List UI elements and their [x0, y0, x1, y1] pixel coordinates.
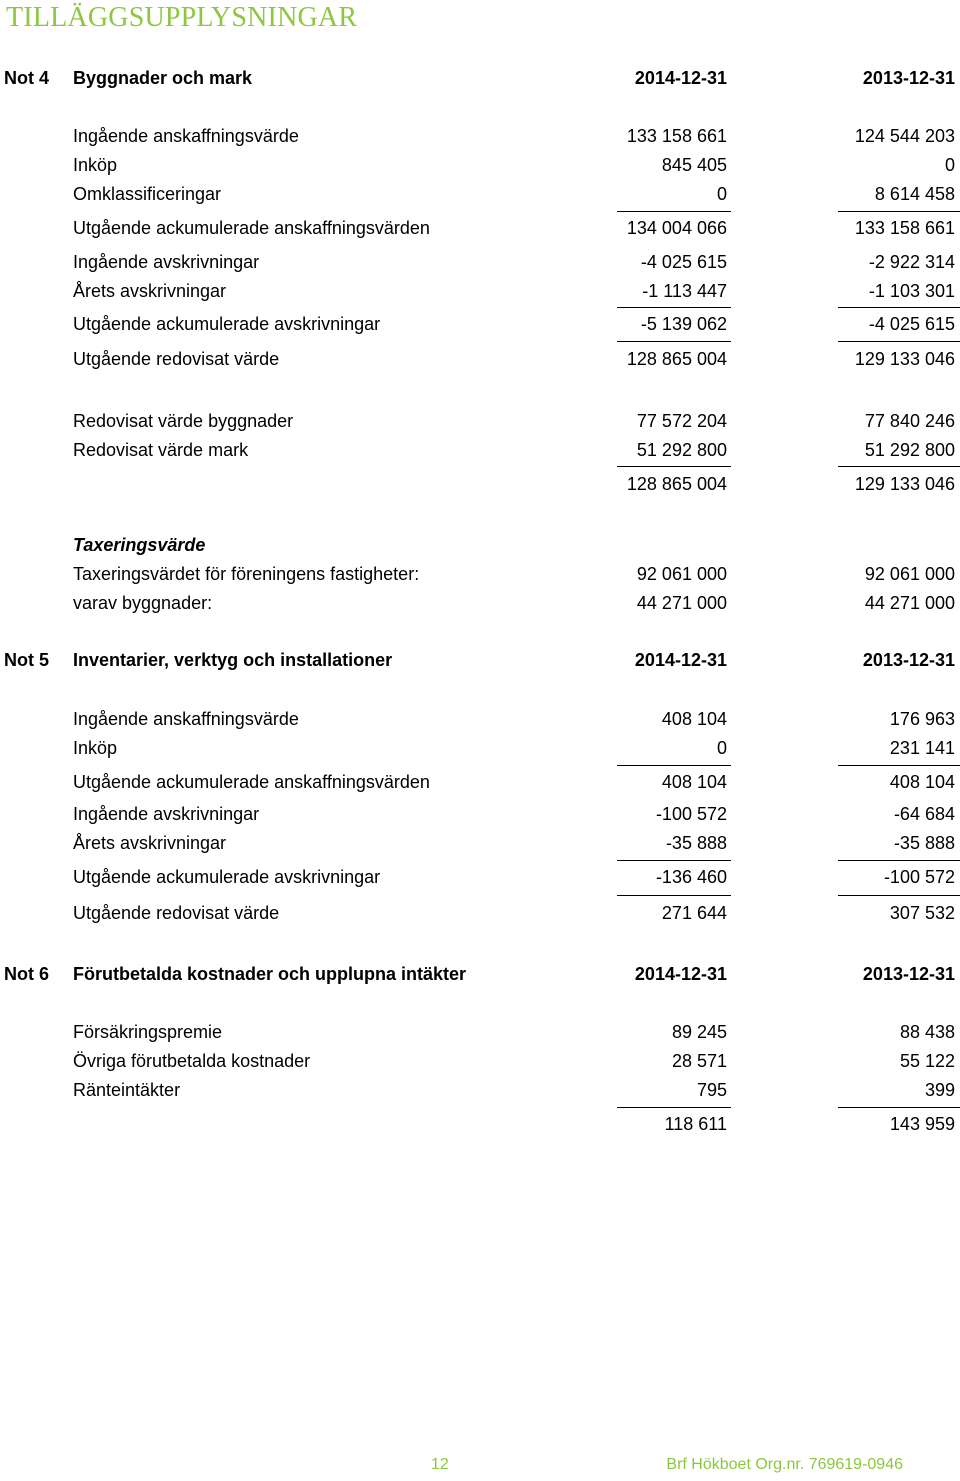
- table-row: [0, 218, 960, 246]
- row-value-2013: -1 103 301: [868, 281, 955, 301]
- row-value-2013: 44 271 000: [864, 593, 955, 613]
- row-value-2013: 51 292 800: [864, 440, 955, 460]
- row-value-2013: 124 544 203: [854, 126, 955, 146]
- divider: [617, 211, 731, 212]
- row-value-2013: 129 133 046: [854, 349, 955, 369]
- note5-heading: Inventarier, verktyg och installationer: [73, 650, 393, 670]
- row-value-2014: 0: [716, 184, 727, 204]
- org-info: Brf Hökboet Org.nr. 769619-0946: [666, 1456, 903, 1473]
- row-label: Ingående avskrivningar: [73, 804, 260, 824]
- table-row: [0, 903, 960, 931]
- row-label: Utgående ackumulerade anskaffningsvärden: [73, 218, 430, 238]
- row-value-2013: -64 684: [893, 804, 955, 824]
- row-value-2014: 77 572 204: [636, 411, 727, 431]
- row-value-2013: 176 963: [889, 709, 955, 729]
- row-value-2014: 271 644: [661, 903, 727, 923]
- page-footer: [0, 1456, 960, 1480]
- row-label: Ingående avskrivningar: [73, 252, 260, 272]
- table-row: [0, 867, 960, 895]
- row-label: Utgående ackumulerade avskrivningar: [73, 314, 381, 334]
- row-label: Inköp: [73, 738, 118, 758]
- row-label: Utgående redovisat värde: [73, 349, 280, 369]
- table-row: [0, 155, 960, 183]
- divider: [838, 307, 960, 308]
- note4-col1: 2014-12-31: [634, 68, 727, 88]
- row-value-2013: 0: [944, 155, 955, 175]
- row-value-2013: 92 061 000: [864, 564, 955, 584]
- row-value-2013: -100 572: [883, 867, 955, 887]
- row-label: Utgående ackumulerade anskaffningsvärden: [73, 772, 430, 792]
- table-row: [0, 1051, 960, 1079]
- row-value-2013: 129 133 046: [854, 474, 955, 494]
- note6-header: [0, 964, 960, 992]
- row-value-2014: 89 245: [671, 1022, 727, 1042]
- table-row: [0, 1022, 960, 1050]
- row-value-2013: 8 614 458: [874, 184, 955, 204]
- row-value-2014: -5 139 062: [640, 314, 727, 334]
- table-row: [0, 184, 960, 212]
- note6-number: Not 6: [4, 964, 49, 984]
- row-value-2013: 399: [924, 1080, 955, 1100]
- divider: [838, 860, 960, 861]
- table-row: [0, 349, 960, 377]
- row-value-2013: -2 922 314: [868, 252, 955, 272]
- note4-header: [0, 68, 960, 96]
- tax-heading: Taxeringsvärde: [73, 535, 206, 555]
- row-value-2013: 55 122: [899, 1051, 955, 1071]
- table-row: [0, 126, 960, 154]
- row-label: Ingående anskaffningsvärde: [73, 126, 299, 146]
- row-value-2013: 133 158 661: [854, 218, 955, 238]
- page-number: 12: [431, 1456, 449, 1473]
- table-row: [0, 1080, 960, 1108]
- row-label: Ingående anskaffningsvärde: [73, 709, 299, 729]
- note4-col2: 2013-12-31: [862, 68, 955, 88]
- row-value-2013: -35 888: [893, 833, 955, 853]
- row-label: Utgående ackumulerade avskrivningar: [73, 867, 381, 887]
- table-row-total: [0, 1114, 960, 1142]
- divider: [838, 895, 960, 896]
- note5-number: Not 5: [4, 650, 49, 670]
- row-value-2014: -35 888: [665, 833, 727, 853]
- row-label: Övriga förutbetalda kostnader: [73, 1051, 311, 1071]
- row-label: Årets avskrivningar: [73, 281, 227, 301]
- note5-col1: 2014-12-31: [634, 650, 727, 670]
- row-label: Redovisat värde mark: [73, 440, 249, 460]
- row-value-2014: -4 025 615: [640, 252, 727, 272]
- row-value-2014: 134 004 066: [626, 218, 727, 238]
- table-row: [0, 252, 960, 280]
- divider: [838, 341, 960, 342]
- note5-header: [0, 650, 960, 678]
- row-value-2013: 231 141: [889, 738, 955, 758]
- row-value-2013: 77 840 246: [864, 411, 955, 431]
- row-value-2014: 92 061 000: [636, 564, 727, 584]
- table-row: [0, 738, 960, 766]
- divider: [838, 765, 960, 766]
- divider: [617, 307, 731, 308]
- note4-heading: Byggnader och mark: [73, 68, 253, 88]
- table-row: [0, 804, 960, 832]
- row-label: Redovisat värde byggnader: [73, 411, 294, 431]
- row-value-2014: 845 405: [661, 155, 727, 175]
- divider: [838, 1107, 960, 1108]
- row-label: Inköp: [73, 155, 118, 175]
- row-label: Taxeringsvärdet för föreningens fastigheter:: [73, 564, 420, 584]
- divider: [838, 466, 960, 467]
- page-title: TILLÄGGSUPPLYSNINGAR: [6, 2, 358, 33]
- divider: [617, 860, 731, 861]
- row-label: Årets avskrivningar: [73, 833, 227, 853]
- row-label: varav byggnader:: [73, 593, 213, 613]
- note6-heading: Förutbetalda kostnader och upplupna intäkter: [73, 964, 467, 984]
- table-row: [0, 709, 960, 737]
- divider: [617, 895, 731, 896]
- table-row: [0, 281, 960, 309]
- divider: [617, 466, 731, 467]
- table-row: [0, 411, 960, 439]
- divider: [617, 765, 731, 766]
- table-row: [0, 593, 960, 621]
- row-value-2014: 128 865 004: [626, 349, 727, 369]
- row-value-2013: 143 959: [889, 1114, 955, 1134]
- tax-heading-row: [0, 535, 960, 563]
- note6-col1: 2014-12-31: [634, 964, 727, 984]
- row-value-2014: -1 113 447: [642, 281, 727, 301]
- row-value-2014: 118 611: [664, 1114, 727, 1134]
- row-label: Utgående redovisat värde: [73, 903, 280, 923]
- row-value-2014: 408 104: [661, 709, 727, 729]
- row-label: Ränteintäkter: [73, 1080, 181, 1100]
- divider: [617, 1107, 731, 1108]
- row-value-2014: 128 865 004: [626, 474, 727, 494]
- divider: [617, 341, 731, 342]
- row-label: Omklassificeringar: [73, 184, 222, 204]
- row-value-2014: 44 271 000: [636, 593, 727, 613]
- row-value-2013: 408 104: [889, 772, 955, 792]
- table-row: [0, 440, 960, 468]
- row-value-2014: -100 572: [655, 804, 727, 824]
- row-value-2014: 0: [716, 738, 727, 758]
- note5-col2: 2013-12-31: [862, 650, 955, 670]
- row-value-2013: 307 532: [889, 903, 955, 923]
- note4-number: Not 4: [4, 68, 49, 88]
- row-value-2014: 795: [696, 1080, 727, 1100]
- row-value-2013: -4 025 615: [868, 314, 955, 334]
- row-value-2013: 88 438: [899, 1022, 955, 1042]
- table-row: [0, 314, 960, 342]
- table-row: [0, 772, 960, 800]
- row-value-2014: 51 292 800: [636, 440, 727, 460]
- table-row: [0, 833, 960, 861]
- table-row-total: [0, 474, 960, 502]
- row-label: Försäkringspremie: [73, 1022, 223, 1042]
- note6-col2: 2013-12-31: [862, 964, 955, 984]
- row-value-2014: 408 104: [661, 772, 727, 792]
- row-value-2014: 133 158 661: [626, 126, 727, 146]
- row-value-2014: -136 460: [655, 867, 727, 887]
- divider: [838, 211, 960, 212]
- table-row: [0, 564, 960, 592]
- row-value-2014: 28 571: [671, 1051, 727, 1071]
